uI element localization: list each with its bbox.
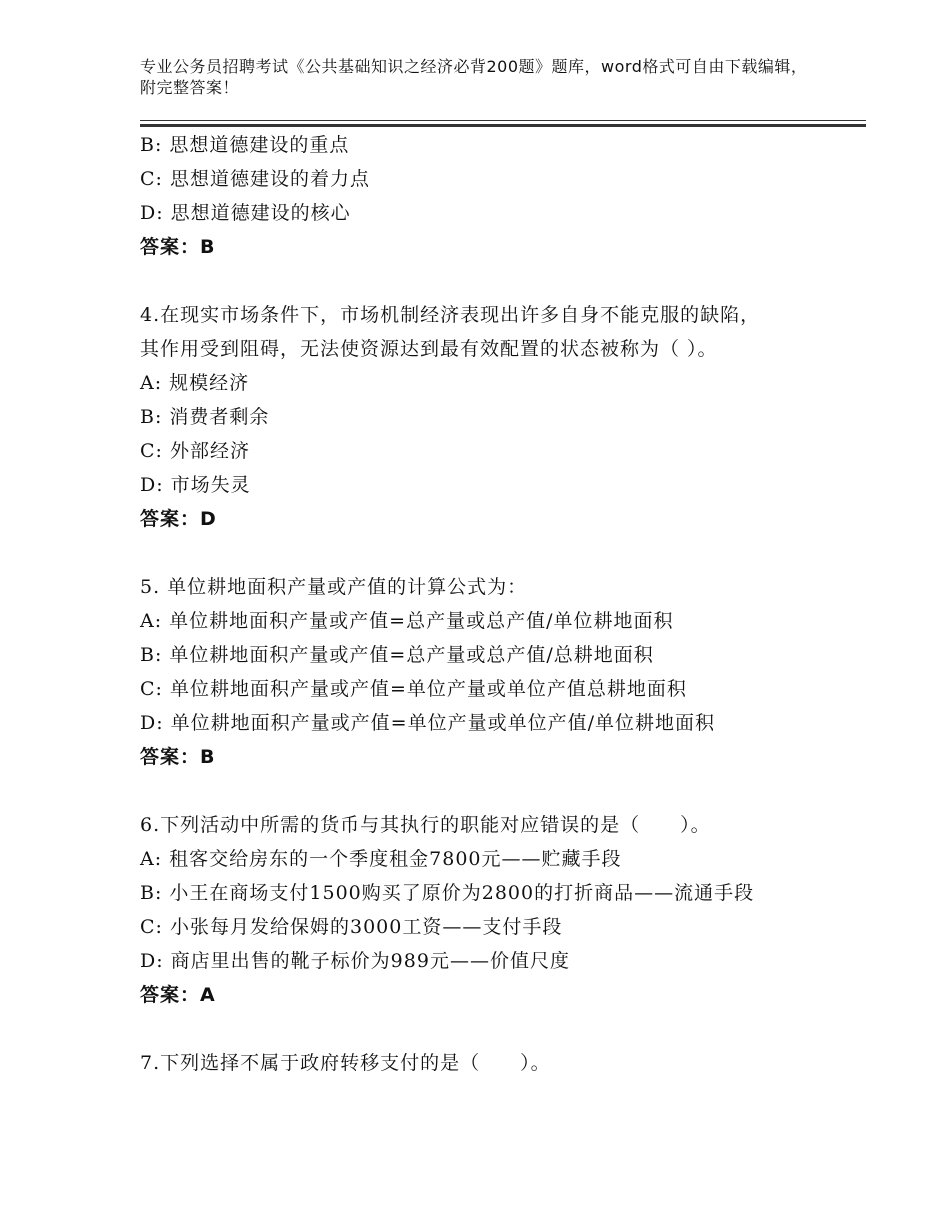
- q3-option-d: D: 思想道德建设的核心: [140, 202, 351, 224]
- question-6: [140, 808, 840, 1012]
- q4-option-b: B: 消费者剩余: [140, 406, 270, 428]
- spacer: [140, 774, 840, 808]
- q7-stem: 7.下列选择不属于政府转移支付的是（ ）。: [140, 1052, 551, 1074]
- question-5: [140, 570, 840, 774]
- q6-option-b: B: 小王在商场支付1500购买了原价为2800的打折商品——流通手段: [140, 882, 755, 904]
- question-7: [140, 1046, 840, 1080]
- q4-option-d: D: 市场失灵: [140, 474, 251, 496]
- q4-stem: 4.在现实市场条件下，市场机制经济表现出许多自身不能克服的缺陷，其作用受到阻碍，无法使资源达到最有效配置的状态被称为（ ）。: [140, 304, 761, 360]
- q5-option-b: B: 单位耕地面积产量或产值=总产量或总产值/总耕地面积: [140, 644, 654, 666]
- header-divider: [140, 120, 866, 127]
- q5-option-d: D: 单位耕地面积产量或产值=单位产量或单位产值/单位耕地面积: [140, 712, 715, 734]
- q4-option-a: A: 规模经济: [140, 372, 250, 394]
- q3-option-c: C: 思想道德建设的着力点: [140, 168, 370, 190]
- q6-stem: 6.下列活动中所需的货币与其执行的职能对应错误的是（ ）。: [140, 814, 711, 836]
- spacer: [140, 1012, 840, 1046]
- q3-option-b: B: 思想道德建设的重点: [140, 134, 350, 156]
- q5-option-c: C: 单位耕地面积产量或产值=单位产量或单位产值总耕地面积: [140, 678, 687, 700]
- q4-option-c: C: 外部经济: [140, 440, 250, 462]
- q6-option-d: D: 商店里出售的靴子标价为989元——价值尺度: [140, 950, 570, 972]
- q4-answer: 答案：D: [140, 508, 217, 530]
- q6-option-a: A: 租客交给房东的一个季度租金7800元——贮藏手段: [140, 848, 622, 870]
- document-body: [140, 128, 840, 1080]
- q5-option-a: A: 单位耕地面积产量或产值=总产量或总产值/单位耕地面积: [140, 610, 674, 632]
- document-header: 专业公务员招聘考试《公共基础知识之经济必背200题》题库，word格式可自由下载编辑，附完整答案！: [140, 57, 808, 97]
- q5-answer: 答案：B: [140, 746, 216, 768]
- question-4: [140, 298, 840, 536]
- spacer: [140, 264, 840, 298]
- q6-answer: 答案：A: [140, 984, 216, 1006]
- q6-option-c: C: 小张每月发给保姆的3000工资——支付手段: [140, 916, 563, 938]
- q3-answer: 答案：B: [140, 236, 216, 258]
- q5-stem: 5. 单位耕地面积产量或产值的计算公式为：: [140, 576, 528, 598]
- question-3: [140, 128, 840, 264]
- spacer: [140, 536, 840, 570]
